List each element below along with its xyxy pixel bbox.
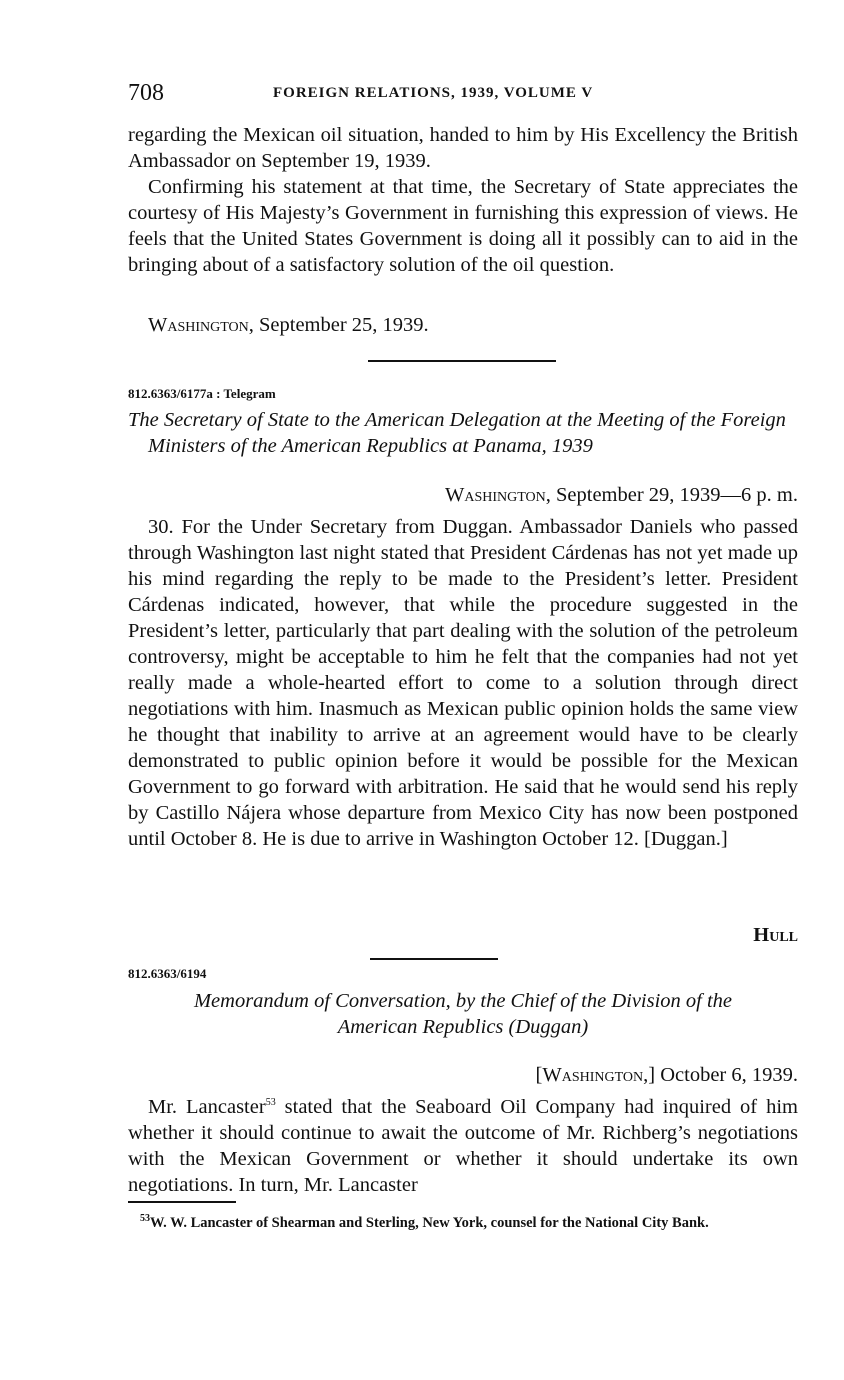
doc3-body xyxy=(128,1094,798,1198)
doc3-title xyxy=(128,988,798,1040)
footnote-marker: 53 xyxy=(140,1213,150,1225)
doc3-file-number: 812.6363/6194 xyxy=(128,966,207,981)
footnote-rule xyxy=(128,1201,236,1203)
doc1-paragraph-2: Confirming his statement at that time, the Secretary of State appreciates the courtesy of His Majesty’s Government in furnishing this expression of views. He feels that the United States Government is doing all it possibly can to aid in the bringing about of a satisfactory solution of the oil question. xyxy=(128,176,798,276)
doc1-date: , September 25, 1939. xyxy=(248,314,429,336)
doc3-title-line-2c: ) xyxy=(581,1016,589,1038)
doc1-dateline xyxy=(128,312,798,338)
doc3-place: Washington xyxy=(542,1064,644,1086)
footnote-text: W. W. Lancaster of Shearman and Sterling, New York, counsel for the National City Bank. xyxy=(150,1215,709,1231)
footnote xyxy=(128,1214,798,1232)
doc3-body-rest: stated that the Seaboard Oil Company had inquired of him whether it should continue to await the outcome of Mr. Richberg’s negotiations with the Mexican Government or whether it should undertake its own negotiations. In turn, Mr. Lancaster xyxy=(128,1096,798,1196)
doc2-body: 30. For the Under Secretary from Duggan. Ambassador Daniels who passed through Washington last night stated that President Cárdenas has not yet made up his mind regarding the reply to be made to the President’s letter. President Cárdenas indicated, however, that while the procedure suggested in the President’s letter, particularly that part dealing with the solution of the petroleum controversy, might be acceptable to him he felt that the companies had not yet really made a whole-hearted effort to come to a solution through direct negotiations with him. Inasmuch as Mexican public opinion holds the same view he thought that inability to arrive at an agreement would have to be clearly demonstrated to public opinion before it would be possible for the Mexican Government to go forward with arbitration. He said that he would send his reply by Castillo Nájera whose departure from Mexico City has now been postponed until October 8. He is due to arrive in Washington October 12. [Duggan.] xyxy=(128,516,798,850)
doc3-dateline xyxy=(536,1064,798,1087)
doc3-dateline-open: [ xyxy=(535,1064,543,1086)
page-header xyxy=(128,80,798,110)
page-number: 708 xyxy=(128,80,164,106)
doc3-title-line-2a: American Republics ( xyxy=(337,1016,516,1038)
doc2-title: The Secretary of State to the American Delegation at the Meeting of the Foreign Ministers of the American Republics at Panama, 1939 xyxy=(128,409,786,457)
doc1-place: Washington xyxy=(148,314,249,336)
doc3-body-start: Mr. Lancaster xyxy=(148,1096,266,1118)
footnote-reference: 53 xyxy=(265,1097,276,1109)
doc2-date: , September 29, 1939—6 p. m. xyxy=(545,484,798,506)
doc3-date: ,] October 6, 1939. xyxy=(643,1064,798,1086)
doc2-file-number: 812.6363/6177a : Telegram xyxy=(128,386,276,401)
doc2-signature: Hull xyxy=(753,924,798,946)
doc1-paragraph-1: regarding the Mexican oil situation, handed to him by His Excellency the British Ambassador on September 19, 1939. xyxy=(128,124,798,172)
running-head: FOREIGN RELATIONS, 1939, VOLUME V xyxy=(273,85,594,101)
doc2-dateline xyxy=(445,484,798,507)
section-divider-2 xyxy=(370,958,498,960)
doc3-title-author: Duggan xyxy=(515,1016,582,1038)
doc2-place: Washington xyxy=(444,484,546,506)
section-divider-1 xyxy=(368,360,556,362)
doc3-title-line-1: Memorandum of Conversation, by the Chief of the Division of the xyxy=(193,990,733,1012)
